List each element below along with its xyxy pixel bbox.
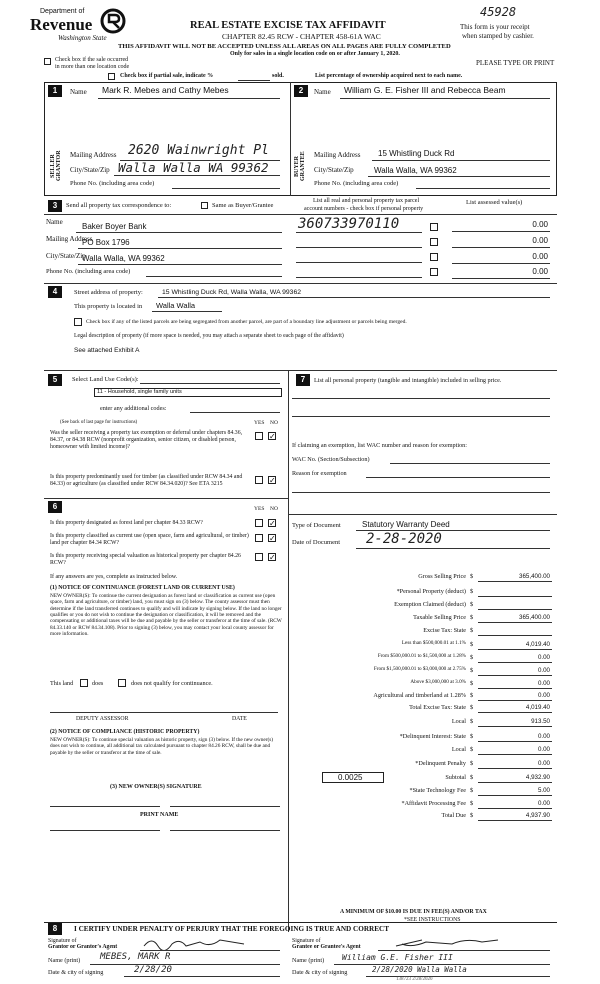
seller-addr-label: Mailing Address bbox=[70, 151, 117, 159]
tax-row-label: Less than $500,000.01 at 1.1% bbox=[401, 640, 466, 646]
section-3-number: 3 bbox=[48, 200, 62, 212]
tax-row-value[interactable]: 365,400.00 bbox=[519, 614, 550, 621]
land-does-not-checkbox[interactable] bbox=[118, 679, 126, 687]
chapter-label: CHAPTER 82.45 RCW - CHAPTER 458-61A WAC bbox=[222, 32, 381, 41]
grantor-name[interactable]: MEBES, MARK R bbox=[100, 952, 171, 962]
seller-phone-label: Phone No. (including area code) bbox=[70, 180, 155, 187]
tax-row-value[interactable]: 0.00 bbox=[537, 680, 550, 687]
tax-row-label: *State Technology Fee bbox=[409, 787, 466, 794]
tax-row-value[interactable]: 365,400.00 bbox=[519, 573, 550, 580]
dollar-sign: $ bbox=[470, 601, 474, 608]
street-label: Street address of property: bbox=[74, 289, 143, 296]
dollar-sign: $ bbox=[470, 667, 474, 674]
seller-name-label: Name bbox=[70, 88, 87, 96]
tax-row-label: Local bbox=[451, 718, 466, 725]
buyer-name[interactable]: William G. E. Fisher III and Rebecca Beam bbox=[344, 85, 506, 95]
located-label: This property is located in bbox=[74, 303, 143, 310]
grantee-sig-label-1: Signature of bbox=[292, 938, 321, 944]
sec6-q2-no-checkbox[interactable]: ✓ bbox=[269, 534, 276, 543]
seller-name[interactable]: Mark R. Mebes and Cathy Mebes bbox=[102, 85, 229, 95]
dollar-sign: $ bbox=[470, 692, 474, 699]
partial-sale-checkbox[interactable] bbox=[108, 73, 115, 80]
dollar-sign: $ bbox=[470, 800, 474, 807]
sales-note: Only for sales in a single location code on or after January 1, 2020. bbox=[230, 51, 400, 57]
assessed-value-1[interactable]: 0.00 bbox=[532, 220, 548, 229]
this-land-label: This land bbox=[50, 680, 74, 687]
tax-row-label: *Personal Property (deduct) bbox=[396, 588, 466, 595]
sec3-city-label: City/State/Zip bbox=[46, 252, 86, 260]
reason-label: Reason for exemption bbox=[292, 470, 347, 477]
same-as-buyer-label: Same as Buyer/Grantee bbox=[212, 202, 274, 209]
tax-row-value[interactable]: 913.50 bbox=[531, 718, 550, 725]
tax-row-label: Above $3,000,000 at 3.0% bbox=[410, 679, 466, 685]
certify-label: I CERTIFY UNDER PENALTY OF PERJURY THAT THE FOREGOING IS TRUE AND CORRECT bbox=[74, 925, 389, 933]
minimum-note: A MINIMUM OF $10.00 IS DUE IN FEE(S) AND/OR TAX bbox=[340, 909, 487, 915]
doc-type-label: Type of Document bbox=[292, 522, 341, 529]
sec3-city[interactable]: Walla Walla, WA 99362 bbox=[82, 254, 165, 263]
tax-row-label: *Delinquent Interest: State bbox=[399, 733, 466, 740]
multi-location-label-1: Check box if the sale occurred bbox=[55, 57, 129, 63]
tax-row-value[interactable]: 0.00 bbox=[537, 760, 550, 767]
grantor-date-label: Date & city of signing bbox=[48, 969, 104, 976]
tax-row-value[interactable]: 0.00 bbox=[537, 667, 550, 674]
tax-row-label: Subtotal bbox=[445, 774, 466, 781]
grantee-name[interactable]: William G.E. Fisher III bbox=[342, 953, 453, 962]
sec3-name[interactable]: Baker Boyer Bank bbox=[82, 222, 147, 231]
dept-of-label: Department of bbox=[40, 8, 85, 15]
parcel-3-personal-checkbox[interactable] bbox=[430, 253, 438, 261]
sec6-q1-yes-checkbox[interactable] bbox=[255, 519, 263, 527]
section-8-box bbox=[44, 922, 557, 923]
sec5-yes-label: YES bbox=[254, 420, 265, 426]
dollar-sign: $ bbox=[470, 718, 474, 725]
footer-handwritten: 138723 2/28/2020 bbox=[396, 977, 433, 982]
send-correspondence-label: Send all property tax correspondence to: bbox=[66, 202, 172, 209]
seller-city-label: City/State/Zip bbox=[70, 166, 110, 174]
seller-city[interactable]: Walla Walla WA 99362 bbox=[118, 160, 269, 175]
exemption-label: If claiming an exemption, list WAC number and reason for exemption: bbox=[292, 442, 467, 449]
section-8-number: 8 bbox=[48, 923, 62, 935]
section-2-number: 2 bbox=[294, 85, 308, 97]
sec5-question-2: Is this property predominantly used for timber (as classified under RCW 84.34 and 84.33) or agriculture (as classified under RCW 84.34.020)? See ETA 3215 bbox=[50, 474, 243, 487]
sec5-q2-yes-checkbox[interactable] bbox=[255, 476, 263, 484]
sec6-question-1: Is this property designated as forest land per chapter 84.33 RCW? bbox=[50, 520, 203, 526]
buyer-addr[interactable]: 15 Whistling Duck Rd bbox=[378, 149, 455, 158]
tax-row-label: Total Excise Tax: State bbox=[409, 704, 466, 711]
section-1-number: 1 bbox=[48, 85, 62, 97]
tax-row-label: From $500,000.01 to $1,500,000 at 1.28% bbox=[377, 653, 466, 659]
sec6-question-2: Is this property classified as current use (open space, farm and agricultural, or timber) land per chapter 84.34 RCW? bbox=[50, 533, 249, 546]
located-in[interactable]: Walla Walla bbox=[156, 301, 196, 310]
dollar-sign: $ bbox=[470, 787, 474, 794]
tax-row-label: From $1,500,000.01 to $3,000,000 at 2.75% bbox=[373, 666, 466, 672]
land-use-value: 11 - Household, single family units bbox=[97, 389, 182, 395]
sec3-addr[interactable]: PO Box 1796 bbox=[82, 238, 130, 247]
sec3-name-label: Name bbox=[46, 218, 63, 226]
buyer-name-label: Name bbox=[314, 88, 331, 96]
parcel-2-personal-checkbox[interactable] bbox=[430, 238, 438, 246]
see-back-label: (See back of last page for instructions) bbox=[60, 420, 138, 425]
tax-row-label: Agricultural and timberland at 1.28% bbox=[373, 692, 466, 699]
grantee-sig-label-2: Grantee or Grantee's Agent bbox=[292, 944, 361, 950]
assessed-value-3[interactable]: 0.00 bbox=[532, 252, 548, 261]
deputy-assessor-label: DEPUTY ASSESSOR bbox=[76, 716, 129, 722]
buyer-city[interactable]: Walla Walla, WA 99362 bbox=[374, 166, 457, 175]
grantee-date[interactable]: 2/28/2020 Walla Walla bbox=[372, 965, 467, 974]
dollar-sign: $ bbox=[470, 704, 474, 711]
tax-row-value[interactable]: 4,937.90 bbox=[525, 812, 550, 819]
segregated-checkbox[interactable] bbox=[74, 318, 82, 326]
sec6-no-label: NO bbox=[270, 506, 278, 512]
print-name-label: PRINT NAME bbox=[140, 812, 179, 818]
buyer-addr-label: Mailing Address bbox=[314, 151, 361, 159]
sec6-yes-label: YES bbox=[254, 506, 265, 512]
sold-label: sold. bbox=[272, 73, 284, 79]
see-instructions-note: *SEE INSTRUCTIONS bbox=[404, 917, 461, 923]
grantor-sig-label-1: Signature of bbox=[48, 938, 77, 944]
doc-date[interactable]: 2-28-2020 bbox=[366, 531, 442, 547]
segregated-label: Check box if any of the listed parcels are being segregated from another parcel, are part of a boundary line adjustment or parcels being merged. bbox=[86, 319, 407, 325]
additional-codes-label: enter any additional codes: bbox=[100, 405, 167, 412]
buyer-side-label: BUYER GRANTEE bbox=[294, 151, 306, 181]
sec6-q3-yes-checkbox[interactable] bbox=[255, 553, 263, 561]
section-7-number: 7 bbox=[296, 374, 310, 386]
wac-label: WAC No. (Section/Subsection) bbox=[292, 456, 370, 463]
sec6-q2-yes-checkbox[interactable] bbox=[255, 534, 263, 542]
tax-row-label: Excise Tax: State bbox=[423, 627, 466, 634]
grantor-sig-label-2: Grantor or Grantor's Agent bbox=[48, 944, 118, 950]
section-6-number: 6 bbox=[48, 501, 62, 513]
ownership-list-label: List percentage of ownership acquired next to each name. bbox=[315, 73, 463, 79]
revenue-logo-text: Revenue bbox=[30, 15, 93, 34]
tax-row-value[interactable]: 0.00 bbox=[537, 800, 550, 807]
dollar-sign: $ bbox=[470, 614, 474, 621]
parcel-number[interactable]: 360733970110 bbox=[298, 216, 400, 232]
dollar-sign: $ bbox=[470, 573, 474, 580]
notice2-title: (2) NOTICE OF COMPLIANCE (HISTORIC PROPERTY) bbox=[50, 729, 200, 735]
dollar-sign: $ bbox=[470, 733, 474, 740]
dollar-sign: $ bbox=[470, 654, 474, 661]
tax-row-value[interactable]: 0.00 bbox=[537, 733, 550, 740]
street-address[interactable]: 15 Whistling Duck Rd, Walla Walla, WA 99362 bbox=[162, 289, 302, 296]
dollar-sign: $ bbox=[470, 588, 474, 595]
multi-location-checkbox[interactable] bbox=[44, 58, 51, 65]
tax-row-label: Total Due bbox=[441, 812, 466, 819]
warning-text: THIS AFFIDAVIT WILL NOT BE ACCEPTED UNLESS ALL AREAS ON ALL PAGES ARE FULLY COMPLETED bbox=[118, 43, 451, 50]
tax-row-value[interactable]: 0.00 bbox=[537, 746, 550, 753]
dollar-sign: $ bbox=[470, 641, 474, 648]
land-use-label: Select Land Use Code(s): bbox=[72, 376, 139, 383]
parcel-header-1: List all real and personal property tax parcel bbox=[313, 198, 420, 204]
tax-row-value[interactable]: 0.00 bbox=[537, 654, 550, 661]
does-not-label: does not qualify for continuance. bbox=[131, 680, 213, 687]
tax-row-value[interactable]: 0.00 bbox=[537, 692, 550, 699]
tax-row-label: Taxable Selling Price bbox=[413, 614, 466, 621]
deputy-date-label: DATE bbox=[232, 716, 247, 722]
land-does-checkbox[interactable] bbox=[80, 679, 88, 687]
washington-state-label: Washington State bbox=[58, 34, 107, 42]
assessed-value-4[interactable]: 0.00 bbox=[532, 267, 548, 276]
exhibit-note[interactable]: See attached Exhibit A bbox=[74, 347, 140, 354]
tax-row-value[interactable]: 4,019.40 bbox=[525, 641, 550, 648]
personal-property-label: List all personal property (tangible and intangible) included in selling price. bbox=[314, 377, 502, 384]
receipt-note-2: when stamped by cashier. bbox=[462, 32, 534, 40]
local-rate[interactable]: 0.0025 bbox=[338, 773, 363, 782]
legal-description-label: Legal description of property (if more space is needed, you may attach a separate sheet to each page of the affidavit) bbox=[74, 333, 344, 339]
new-owner-signature-label: (3) NEW OWNER(S) SIGNATURE bbox=[110, 784, 202, 790]
tax-row-label: Exemption Claimed (deduct) bbox=[394, 601, 466, 608]
sec3-phone-label: Phone No. (including area code) bbox=[46, 268, 131, 275]
dollar-sign: $ bbox=[470, 774, 474, 781]
dollar-sign: $ bbox=[470, 627, 474, 634]
assessed-header: List assessed value(s) bbox=[466, 199, 523, 206]
grantee-date-label: Date & city of signing bbox=[292, 969, 348, 976]
tax-row-label: *Delinquent Penalty bbox=[415, 760, 466, 767]
does-label: does bbox=[92, 680, 104, 687]
receipt-note-1: This form is your receipt bbox=[460, 23, 530, 31]
tax-row-value[interactable]: 4,932.90 bbox=[525, 774, 550, 781]
sec6-q1-no-checkbox[interactable]: ✓ bbox=[269, 519, 276, 528]
seller-side-label: SELLER GRANTOR bbox=[50, 150, 62, 182]
tax-row-label: *Affidavit Processing Fee bbox=[401, 800, 466, 807]
assessed-value-2[interactable]: 0.00 bbox=[532, 236, 548, 245]
dollar-sign: $ bbox=[470, 760, 474, 767]
notice1-title: (1) NOTICE OF CONTINUANCE (FOREST LAND OR CURRENT USE) bbox=[50, 585, 235, 591]
grantee-name-label: Name (print) bbox=[292, 957, 325, 964]
partial-sale-label: Check box if partial sale, indicate % bbox=[120, 73, 214, 79]
notice2-body: NEW OWNER(S): To continue special valuation as historic property, sign (3) below. If the new owner(s) does not wish to continue, all additional tax calculated pursuant to chapter 84.26 RCW, shall be due and payable by the seller or transferor at the time of sale. bbox=[50, 737, 274, 756]
tax-row-label: Gross Selling Price bbox=[418, 573, 466, 580]
form-title: REAL ESTATE EXCISE TAX AFFIDAVIT bbox=[190, 20, 386, 31]
doc-date-label: Date of Document bbox=[292, 539, 341, 546]
sec5-q2-no-checkbox[interactable]: ✓ bbox=[269, 476, 276, 485]
dollar-sign: $ bbox=[470, 680, 474, 687]
multi-location-label-2: in more than one location code bbox=[55, 64, 130, 70]
handwritten-number: 45928 bbox=[480, 5, 517, 19]
parcel-header-2: account numbers - check box if personal property bbox=[304, 206, 424, 212]
sec6-question-3: Is this property receiving special valuation as historical property per chapter 84.26 RCW? bbox=[50, 553, 241, 566]
dollar-sign: $ bbox=[470, 812, 474, 819]
buyer-city-label: City/State/Zip bbox=[314, 166, 354, 174]
if-yes-label: If any answers are yes, complete as instructed below. bbox=[50, 574, 178, 580]
sec6-q3-no-checkbox[interactable]: ✓ bbox=[269, 553, 276, 562]
section-4-number: 4 bbox=[48, 286, 62, 298]
buyer-phone-label: Phone No. (including area code) bbox=[314, 180, 399, 187]
print-note: PLEASE TYPE OR PRINT bbox=[476, 59, 555, 67]
tax-row-label: Local bbox=[451, 746, 466, 753]
doc-type[interactable]: Statutory Warranty Deed bbox=[362, 520, 450, 529]
notice1-body: NEW OWNER(S): To continue the current designation as forest land or classification as current use (open space, farm and agriculture, or timber) land, you must sign on (3) below. The county assessor must then determine if the land transferred continues to qualify and will indicate by signing below. If the land no longer qualifies or you do not wish to continue the designation or classification, it will be removed and the compensating or additional taxes will be due and payable by the seller or transferor at the time of sale. (RCW 84.33.140 or RCW 84.34.108). Prior to signing (3) below, you may contact your local county assessor for more information. bbox=[50, 593, 282, 638]
sec5-no-label: NO bbox=[270, 420, 278, 426]
seller-addr[interactable]: 2620 Wainwright Pl bbox=[128, 143, 269, 158]
tax-row-value[interactable]: 5.00 bbox=[537, 787, 550, 794]
sec5-q1-no-checkbox[interactable]: ✓ bbox=[269, 432, 276, 441]
dollar-sign: $ bbox=[470, 746, 474, 753]
sec3-addr-label: Mailing Address bbox=[46, 235, 93, 243]
same-as-buyer-checkbox[interactable] bbox=[201, 202, 208, 209]
parcel-4-personal-checkbox[interactable] bbox=[430, 268, 438, 276]
sec5-q1-yes-checkbox[interactable] bbox=[255, 432, 263, 440]
section-5-number: 5 bbox=[48, 374, 62, 386]
grantor-name-label: Name (print) bbox=[48, 957, 81, 964]
grantor-date[interactable]: 2/28/20 bbox=[134, 965, 172, 975]
parcel-1-personal-checkbox[interactable] bbox=[430, 223, 438, 231]
sec5-question-1: Was the seller receiving a property tax exemption or deferral under chapters 84.36, 84.37, or 84.38 RCW (nonprofit organization, senior citizen, or disabled person, homeowner with limited income)? bbox=[50, 430, 243, 450]
revenue-logo-icon bbox=[100, 8, 126, 34]
tax-row-value[interactable]: 4,019.40 bbox=[525, 704, 550, 711]
